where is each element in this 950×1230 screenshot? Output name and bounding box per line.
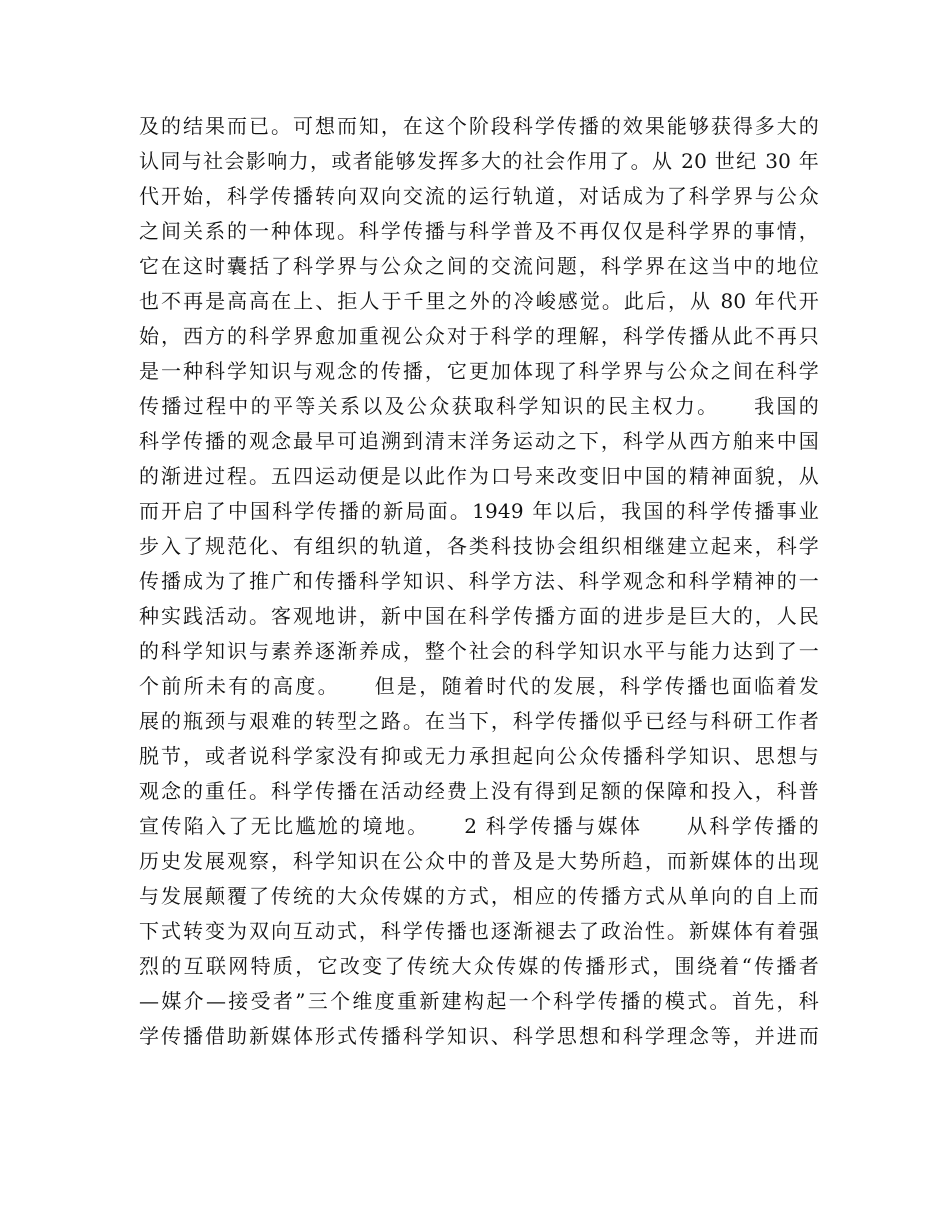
text-line: —媒介—接受者”三个维度重新建构起一个科学传播的模式。首先，科 xyxy=(139,989,819,1013)
text-line: 学传播借助新媒体形式传播科学知识、科学思想和科学理念等，并进而 xyxy=(139,1024,819,1048)
text-line: 之间关系的一种体现。科学传播与科学普及不再仅仅是科学界的事情， xyxy=(139,219,819,243)
text-line: 代开始，科学传播转向双向交流的运行轨道，对话成为了科学界与公众 xyxy=(139,184,819,208)
text-line: 及的结果而已。可想而知，在这个阶段科学传播的效果能够获得多大的 xyxy=(139,114,819,138)
text-line: 观念的重任。科学传播在活动经费上没有得到足额的保障和投入，科普 xyxy=(139,779,819,803)
text-line: 脱节，或者说科学家没有抑或无力承担起向公众传播科学知识、思想与 xyxy=(139,744,819,768)
text-line: 始，西方的科学界愈加重视公众对于科学的理解，科学传播从此不再只 xyxy=(139,324,819,348)
text-line: 而开启了中国科学传播的新局面。1949 年以后，我国的科学传播事业 xyxy=(139,499,819,523)
text-line: 它在这时囊括了科学界与公众之间的交流问题，科学界在这当中的地位 xyxy=(139,254,819,278)
text-line: 宣传陷入了无比尴尬的境地。 2 科学传播与媒体 从科学传播的 xyxy=(139,814,819,838)
body-text xyxy=(139,109,819,1054)
text-line: 认同与社会影响力，或者能够发挥多大的社会作用了。从 20 世纪 30 年 xyxy=(139,149,819,173)
text-line: 下式转变为双向互动式，科学传播也逐渐褪去了政治性。新媒体有着强 xyxy=(139,919,819,943)
text-line: 传播成为了推广和传播科学知识、科学方法、科学观念和科学精神的一 xyxy=(139,569,819,593)
text-line: 烈的互联网特质，它改变了传统大众传媒的传播形式，围绕着“传播者 xyxy=(139,954,819,978)
text-line: 历史发展观察，科学知识在公众中的普及是大势所趋，而新媒体的出现 xyxy=(139,849,819,873)
text-line: 科学传播的观念最早可追溯到清末洋务运动之下，科学从西方舶来中国 xyxy=(139,429,819,453)
text-line: 种实践活动。客观地讲，新中国在科学传播方面的进步是巨大的，人民 xyxy=(139,604,819,628)
text-line: 的渐进过程。五四运动便是以此作为口号来改变旧中国的精神面貌，从 xyxy=(139,464,819,488)
text-line: 传播过程中的平等关系以及公众获取科学知识的民主权力。 我国的 xyxy=(139,394,819,418)
text-line: 步入了规范化、有组织的轨道，各类科技协会组织相继建立起来，科学 xyxy=(139,534,819,558)
text-line: 也不再是高高在上、拒人于千里之外的冷峻感觉。此后，从 80 年代开 xyxy=(139,289,819,313)
text-line: 展的瓶颈与艰难的转型之路。在当下，科学传播似乎已经与科研工作者 xyxy=(139,709,819,733)
text-line: 是一种科学知识与观念的传播，它更加体现了科学界与公众之间在科学 xyxy=(139,359,819,383)
text-line: 与发展颠覆了传统的大众传媒的方式，相应的传播方式从单向的自上而 xyxy=(139,884,819,908)
text-line: 个前所未有的高度。 但是，随着时代的发展，科学传播也面临着发 xyxy=(139,674,819,698)
text-line: 的科学知识与素养逐渐养成，整个社会的科学知识水平与能力达到了一 xyxy=(139,639,819,663)
